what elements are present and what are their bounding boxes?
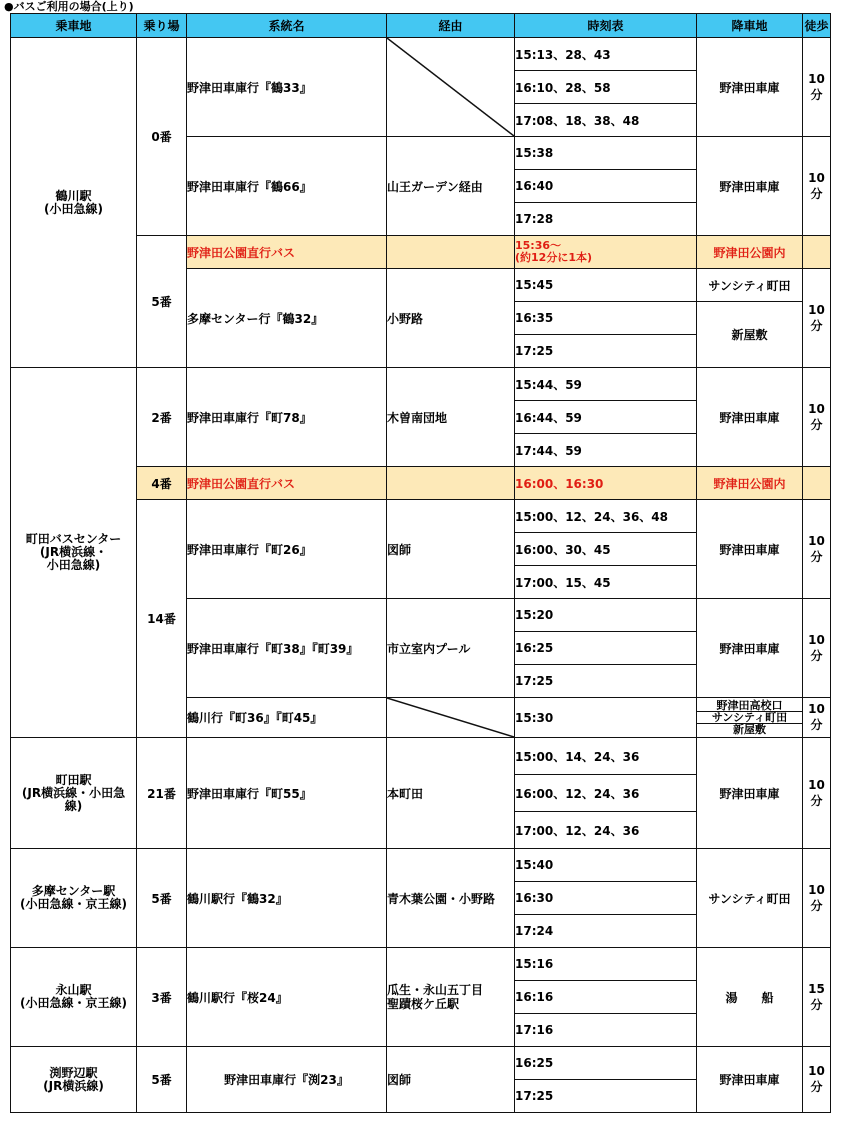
platform-cell: 4番	[137, 467, 187, 500]
header-timetable: 時刻表	[515, 14, 697, 38]
time-cell: 17:44、59	[515, 434, 697, 467]
walk-cell: 10分	[803, 698, 831, 738]
via-empty	[387, 38, 515, 137]
time-cell: 16:10、28、58	[515, 71, 697, 104]
alight-cell: 野津田車庫	[697, 599, 803, 698]
time-cell: 15:38	[515, 137, 697, 170]
table-row	[11, 948, 831, 981]
via-cell: 瓜生・永山五丁目 聖蹟桜ケ丘駅	[387, 948, 515, 1047]
walk-cell: 10分	[803, 1047, 831, 1113]
route-cell: 野津田公園直行バス	[187, 467, 387, 500]
walk-cell: 10分	[803, 38, 831, 137]
route-cell: 野津田車庫行『渕23』	[187, 1047, 387, 1113]
time-cell: 16:00、16:30	[515, 467, 697, 500]
alight-cell: サンシティ町田	[697, 269, 803, 302]
walk-cell: 10分	[803, 738, 831, 849]
alight-cell: 野津田公園内	[697, 467, 803, 500]
time-cell: 17:08、18、38、48	[515, 104, 697, 137]
header-row	[11, 14, 831, 38]
time-cell: 17:00、15、45	[515, 566, 697, 599]
time-cell: 15:16	[515, 948, 697, 981]
walk-empty	[803, 467, 831, 500]
platform-cell: 2番	[137, 368, 187, 467]
platform-cell: 14番	[137, 500, 187, 738]
time-cell: 16:30	[515, 882, 697, 915]
route-cell: 野津田車庫行『鶴33』	[187, 38, 387, 137]
route-cell: 多摩センター行『鶴32』	[187, 269, 387, 368]
table-row	[11, 368, 831, 401]
time-cell: 16:44、59	[515, 401, 697, 434]
via-cell: 図師	[387, 1047, 515, 1113]
station-tsurukawa: 鶴川駅 (小田急線)	[11, 38, 137, 368]
via-cell: 市立室内プール	[387, 599, 515, 698]
alight-cell: 野津田車庫	[697, 38, 803, 137]
time-cell: 15:20	[515, 599, 697, 632]
alight-cell: 野津田車庫	[697, 1047, 803, 1113]
time-cell: 16:25	[515, 632, 697, 665]
via-cell: 図師	[387, 500, 515, 599]
time-cell: 16:16	[515, 981, 697, 1014]
alight-cell: 野津田車庫	[697, 137, 803, 236]
time-cell: 15:44、59	[515, 368, 697, 401]
time-cell: 16:00、30、45	[515, 533, 697, 566]
alight-cell-multi: 野津田高校口 サンシティ町田 新屋敷	[697, 698, 803, 738]
via-cell: 青木葉公園・小野路	[387, 849, 515, 948]
walk-cell: 10分	[803, 500, 831, 599]
header-platform: 乗り場	[137, 14, 187, 38]
platform-cell: 21番	[137, 738, 187, 849]
route-cell: 野津田公園直行バス	[187, 236, 387, 269]
alight-cell: 野津田車庫	[697, 738, 803, 849]
time-cell: 15:30	[515, 698, 697, 738]
header-route: 系統名	[187, 14, 387, 38]
alight-cell: 野津田車庫	[697, 368, 803, 467]
walk-cell: 10分	[803, 599, 831, 698]
platform-cell: 0番	[137, 38, 187, 236]
via-cell: 木曽南団地	[387, 368, 515, 467]
station-tama-center: 多摩センター駅 (小田急線・京王線)	[11, 849, 137, 948]
time-cell: 16:40	[515, 170, 697, 203]
station-fuchinobe: 渕野辺駅 (JR横浜線)	[11, 1047, 137, 1113]
route-cell: 野津田車庫行『町38』『町39』	[187, 599, 387, 698]
time-cell: 15:00、12、24、36、48	[515, 500, 697, 533]
route-cell: 野津田車庫行『町78』	[187, 368, 387, 467]
station-nagayama: 永山駅 (小田急線・京王線)	[11, 948, 137, 1047]
time-cell: 17:28	[515, 203, 697, 236]
walk-empty	[803, 236, 831, 269]
header-walk: 徒歩	[803, 14, 831, 38]
platform-cell: 5番	[137, 236, 187, 368]
time-cell: 17:24	[515, 915, 697, 948]
walk-cell: 10分	[803, 368, 831, 467]
alight-cell: 野津田車庫	[697, 500, 803, 599]
route-cell: 鶴川駅行『桜24』	[187, 948, 387, 1047]
via-cell: 山王ガーデン経由	[387, 137, 515, 236]
route-cell: 野津田車庫行『町55』	[187, 738, 387, 849]
route-cell: 鶴川駅行『鶴32』	[187, 849, 387, 948]
platform-cell: 5番	[137, 1047, 187, 1113]
via-empty	[387, 698, 515, 738]
table-row	[11, 1047, 831, 1080]
route-cell: 野津田車庫行『町26』	[187, 500, 387, 599]
time-cell: 16:00、12、24、36	[515, 775, 697, 812]
table-row	[11, 738, 831, 775]
alight-cell: 新屋敷	[697, 302, 803, 368]
route-cell: 鶴川行『町36』『町45』	[187, 698, 387, 738]
time-cell: 17:25	[515, 665, 697, 698]
station-machida-bus-center: 町田バスセンター (JR横浜線・ 小田急線)	[11, 368, 137, 738]
walk-cell: 10分	[803, 137, 831, 236]
time-cell: 16:25	[515, 1047, 697, 1080]
header-via: 経由	[387, 14, 515, 38]
time-cell: 15:40	[515, 849, 697, 882]
time-cell: 15:13、28、43	[515, 38, 697, 71]
time-cell: 15:45	[515, 269, 697, 302]
platform-cell: 3番	[137, 948, 187, 1047]
header-boarding-area: 乗車地	[11, 14, 137, 38]
station-machida: 町田駅 (JR横浜線・小田急 線)	[11, 738, 137, 849]
table-row	[11, 38, 831, 71]
alight-cell: 湯 船	[697, 948, 803, 1047]
header-alighting: 降車地	[697, 14, 803, 38]
walk-cell: 15分	[803, 948, 831, 1047]
time-cell: 15:36～ (約12分に1本)	[515, 236, 697, 269]
walk-cell: 10分	[803, 849, 831, 948]
time-cell: 17:16	[515, 1014, 697, 1047]
time-cell: 17:00、12、24、36	[515, 812, 697, 849]
via-empty	[387, 467, 515, 500]
via-cell: 本町田	[387, 738, 515, 849]
via-cell: 小野路	[387, 269, 515, 368]
time-cell: 17:25	[515, 335, 697, 368]
time-cell: 16:35	[515, 302, 697, 335]
platform-cell: 5番	[137, 849, 187, 948]
time-cell: 15:00、14、24、36	[515, 738, 697, 775]
bus-timetable	[10, 13, 831, 1113]
table-row	[11, 849, 831, 882]
via-empty	[387, 236, 515, 269]
route-cell: 野津田車庫行『鶴66』	[187, 137, 387, 236]
time-cell: 17:25	[515, 1080, 697, 1113]
alight-cell: 野津田公園内	[697, 236, 803, 269]
page-heading: ●バスご利用の場合(上り)	[4, 0, 134, 13]
walk-cell: 10分	[803, 269, 831, 368]
alight-cell: サンシティ町田	[697, 849, 803, 948]
